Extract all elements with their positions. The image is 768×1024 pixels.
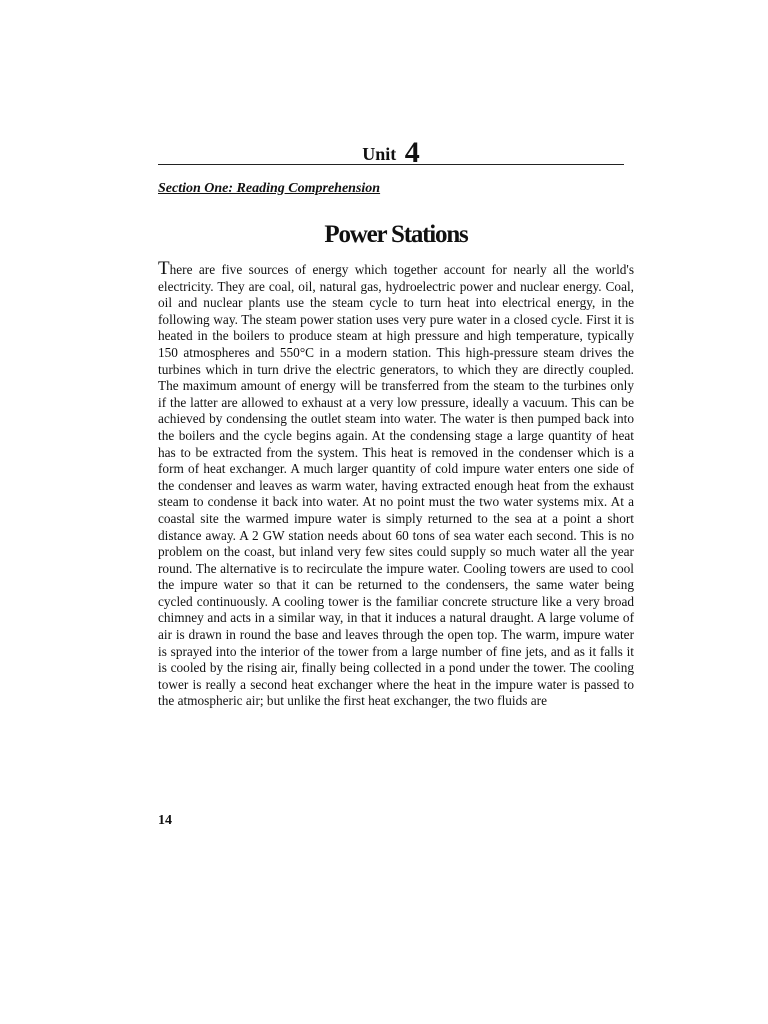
heading-divider [158, 164, 624, 165]
article-title: Power Stations [324, 221, 468, 248]
article-body [158, 258, 634, 710]
article-body-text: here are five sources of energy which together account for nearly all the world's electricity. They are coal, oil, natural gas, hydroelectric power and nuclear energy. Coal, oil and nuclear plants use the steam cycle to turn heat into electrical energy, in the following way. The steam power station uses very pure water in a closed cycle. First it is heated in the boilers to produce steam at high pressure and high temperature, typically 150 atmospheres and 550°C in a modern station. This high-pressure steam drives the turbines which in turn drive the electric generators, to which they are directly coupled. The maximum amount of energy will be transferred from the steam to the turbines only if the latter are allowed to exhaust at a very low pressure, ideally a vacuum. This can be achieved by condensing the outlet steam into water. The water is then pumped back into the boilers and the cycle begins again. At the condensing stage a large quantity of heat has to be extracted from the system. This heat is removed in the condenser which is a form of heat exchanger. A much larger quantity of cold impure water enters one side of the condenser and leaves as warm water, having extracted enough heat from the exhaust steam to condense it back into water. At no point must the two water systems mix. At a coastal site the warmed impure water is simply returned to the sea at a point a short distance away. A 2 GW station needs about 60 tons of sea water each second. This is no problem on the coast, but inland very few sites could supply so much water all the year round. The alternative is to recirculate the impure water. Cooling towers are used to cool the impure water so that it can be returned to the condensers, the same water being cycled continuously. A cooling tower is the familiar concrete structure like a very broad chimney and acts in a similar way, in that it induces a natural draught. A large volume of air is drawn in round the base and leaves through the open top. The warm, impure water is sprayed into the interior of the tower from a large number of fine jets, and as it falls it is cooled by the rising air, finally being collected in a pond under the tower. The cooling tower is really a second heat exchanger where the heat in the impure water is passed to the atmospheric air; but unlike the first heat exchanger, the two fluids are [158, 262, 634, 709]
unit-number: 4 [404, 136, 420, 169]
page-number: 14 [158, 813, 172, 828]
section-title: Section One: Reading Comprehension [158, 181, 381, 196]
unit-label: Unit [362, 144, 397, 164]
drop-cap: T [158, 258, 170, 279]
unit-heading [158, 133, 624, 174]
